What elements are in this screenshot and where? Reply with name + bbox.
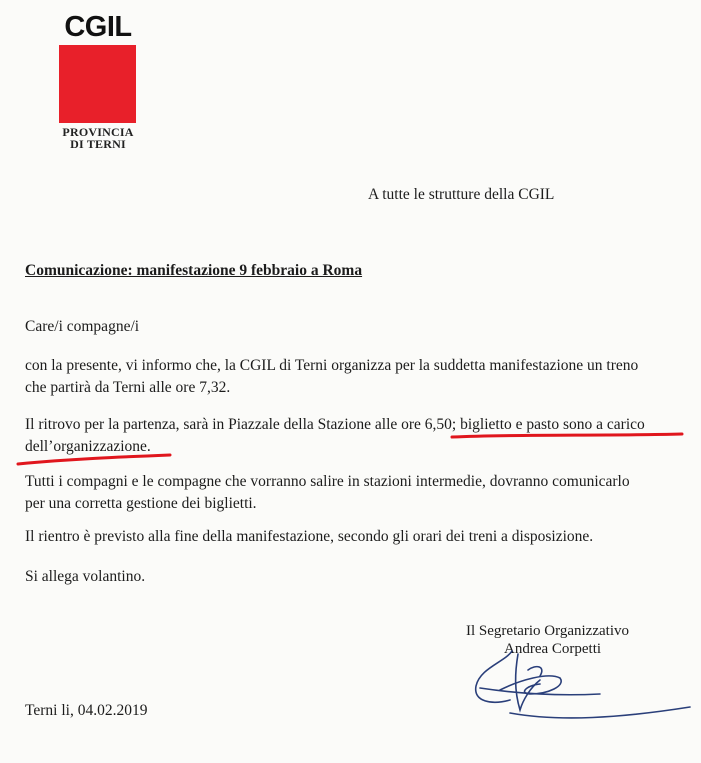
paragraph-meeting-line2: dell’organizzazione. xyxy=(25,438,151,455)
addressee: A tutte le strutture della CGIL xyxy=(368,186,555,203)
paragraph-intermediate-line2: per una corretta gestione dei biglietti. xyxy=(25,495,257,512)
paragraph-intermediate-stations xyxy=(25,471,685,515)
paragraph-return: Il rientro è previsto alla fine della manifestazione, secondo gli orari dei treni a disposizione. xyxy=(25,528,594,545)
logo-wordmark: CGIL xyxy=(64,11,132,43)
paragraph-attachment: Si allega volantino. xyxy=(25,568,146,585)
paragraph-train-line2: che partirà da Terni alle ore 7,32. xyxy=(25,379,231,396)
paragraph-train xyxy=(25,355,685,399)
logo-red-square xyxy=(59,45,136,123)
signer-name: Andrea Corpetti xyxy=(504,641,602,657)
paragraph-intermediate-line1: Tutti i compagni e le compagne che vorranno salire in stazioni intermedie, dovranno comunicarlo xyxy=(25,473,630,490)
salutation: Care/i compagne/i xyxy=(25,318,140,335)
letter-subject: Comunicazione: manifestazione 9 febbraio a Roma xyxy=(25,262,363,279)
paragraph-meeting-line1: Il ritrovo per la partenza, sarà in Piazzale della Stazione alle ore 6,50; biglietto e pasto sono a carico xyxy=(25,416,645,433)
signer-role: Il Segretario Organizzativo xyxy=(466,623,629,639)
handwritten-signature xyxy=(476,651,690,718)
logo-subtitle xyxy=(57,126,139,150)
logo-subtitle-line2: DI TERNI xyxy=(70,137,126,151)
paragraph-meeting xyxy=(25,414,685,458)
paragraph-train-line1: con la presente, vi informo che, la CGIL di Terni organizza per la suddetta manifestazione un treno xyxy=(25,357,639,374)
logo-subtitle-line1: PROVINCIA xyxy=(62,125,134,139)
place-and-date: Terni li, 04.02.2019 xyxy=(25,702,148,719)
